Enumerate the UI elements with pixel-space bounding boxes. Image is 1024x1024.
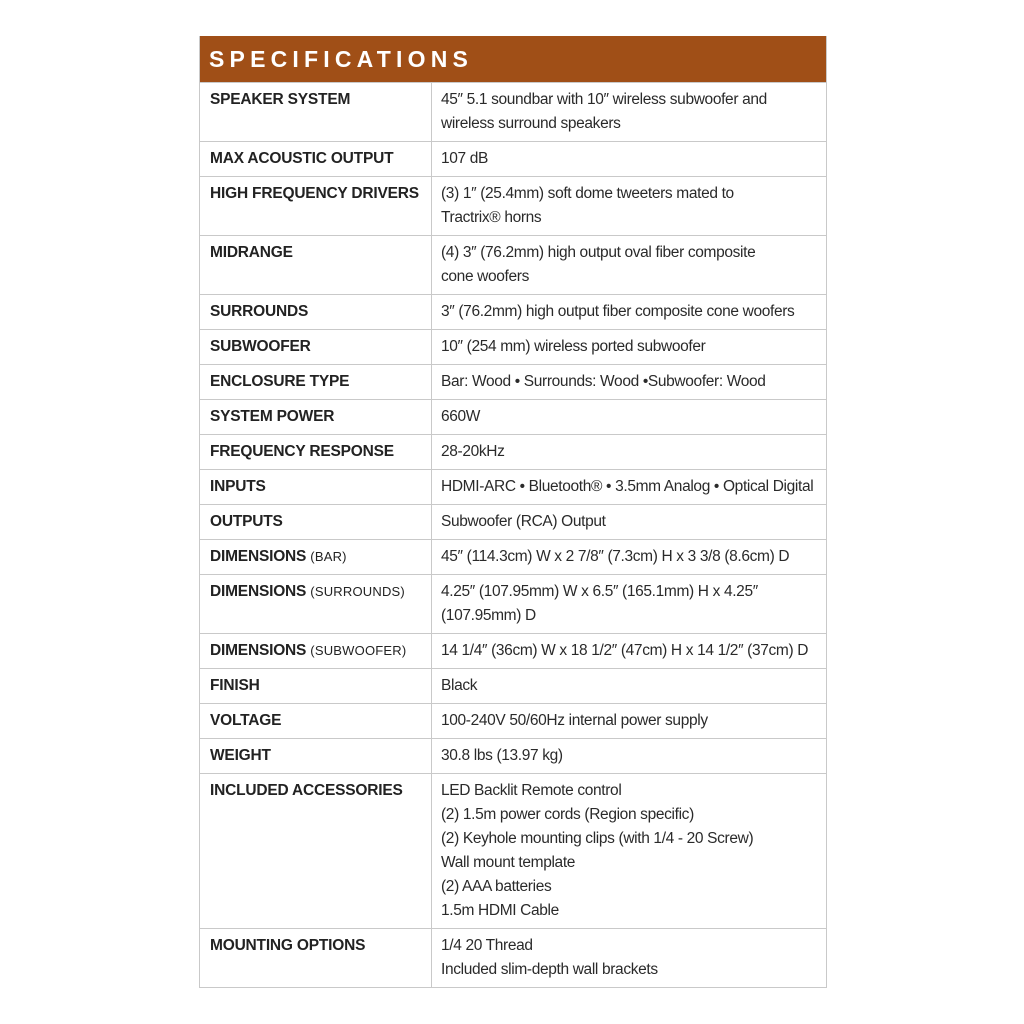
spec-row (200, 365, 826, 400)
spec-value-cell (432, 739, 827, 774)
spec-value-cell (432, 400, 827, 435)
spec-value-cell (432, 236, 827, 295)
spec-row (200, 435, 826, 470)
spec-value-line: 14 1/4″ (36cm) W x 18 1/2″ (47cm) H x 14 1/2″ (37cm) D (441, 642, 809, 659)
spec-value-line: (2) AAA batteries (441, 878, 552, 895)
spec-value-line: Bar: Wood • Surrounds: Wood •Subwoofer: Wood (441, 373, 766, 390)
spec-row (200, 142, 826, 177)
spec-label-cell (200, 669, 432, 704)
spec-label: SUBWOOFER (210, 338, 311, 355)
spec-label-cell (200, 470, 432, 505)
spec-value-cell (432, 83, 827, 142)
spec-value-line: 100-240V 50/60Hz internal power supply (441, 712, 708, 729)
spec-value-line: 45″ 5.1 soundbar with 10″ wireless subwoofer and (441, 91, 767, 108)
spec-value-line: 4.25″ (107.95mm) W x 6.5″ (165.1mm) H x 4.25″ (441, 583, 758, 600)
spec-row (200, 634, 826, 669)
spec-label: DIMENSIONS (210, 642, 307, 659)
spec-label: SPEAKER SYSTEM (210, 91, 351, 108)
spec-label-cell (200, 540, 432, 575)
spec-value-cell (432, 505, 827, 540)
spec-label: FREQUENCY RESPONSE (210, 443, 394, 460)
spec-value-line: Tractrix® horns (441, 209, 542, 226)
spec-row (200, 929, 826, 988)
spec-label-cell (200, 236, 432, 295)
spec-value-line: (3) 1″ (25.4mm) soft dome tweeters mated to (441, 185, 734, 202)
spec-label-cell (200, 83, 432, 142)
spec-label: OUTPUTS (210, 513, 283, 530)
specifications-title: SPECIFICATIONS (209, 46, 474, 72)
spec-row (200, 505, 826, 540)
spec-value-line: Black (441, 677, 478, 694)
spec-value-cell (432, 704, 827, 739)
spec-label-cell (200, 435, 432, 470)
spec-label: MOUNTING OPTIONS (210, 937, 366, 954)
spec-label-cell (200, 365, 432, 400)
spec-value-cell (432, 142, 827, 177)
spec-label-cell (200, 774, 432, 929)
spec-label: INPUTS (210, 478, 266, 495)
spec-label: SYSTEM POWER (210, 408, 335, 425)
spec-row (200, 575, 826, 634)
spec-row (200, 774, 826, 929)
spec-label-cell (200, 330, 432, 365)
spec-label: FINISH (210, 677, 260, 694)
spec-row (200, 177, 826, 236)
spec-value-cell (432, 774, 827, 929)
spec-value-cell (432, 470, 827, 505)
spec-label: INCLUDED ACCESSORIES (210, 782, 403, 799)
spec-value-line: cone woofers (441, 268, 529, 285)
spec-label-cell (200, 295, 432, 330)
spec-label-qualifier: (SURROUNDS) (310, 584, 405, 599)
spec-label-cell (200, 575, 432, 634)
specifications-header (200, 36, 826, 82)
spec-row (200, 704, 826, 739)
spec-value-line: 45″ (114.3cm) W x 2 7/8″ (7.3cm) H x 3 3/8 (8.6cm) D (441, 548, 790, 565)
spec-value-line: 10″ (254 mm) wireless ported subwoofer (441, 338, 706, 355)
spec-row (200, 470, 826, 505)
spec-row (200, 400, 826, 435)
spec-value-cell (432, 540, 827, 575)
spec-value-line: (4) 3″ (76.2mm) high output oval fiber composite (441, 244, 756, 261)
spec-value-line: Wall mount template (441, 854, 576, 871)
spec-label-cell (200, 739, 432, 774)
spec-value-cell (432, 177, 827, 236)
spec-row (200, 739, 826, 774)
spec-row (200, 669, 826, 704)
spec-value-cell (432, 669, 827, 704)
spec-value-line: 1.5m HDMI Cable (441, 902, 559, 919)
spec-value-line: 660W (441, 408, 481, 425)
spec-value-cell (432, 575, 827, 634)
spec-value-line: 3″ (76.2mm) high output fiber composite cone woofers (441, 303, 795, 320)
spec-label-cell (200, 704, 432, 739)
spec-value-line: Included slim-depth wall brackets (441, 961, 658, 978)
spec-value-cell (432, 634, 827, 669)
spec-value-line: 1/4 20 Thread (441, 937, 533, 954)
spec-label: ENCLOSURE TYPE (210, 373, 350, 390)
spec-row (200, 540, 826, 575)
spec-label-cell (200, 142, 432, 177)
spec-label: MIDRANGE (210, 244, 293, 261)
spec-label: WEIGHT (210, 747, 271, 764)
spec-label-cell (200, 505, 432, 540)
spec-label-cell (200, 400, 432, 435)
spec-label-cell (200, 929, 432, 988)
spec-label: VOLTAGE (210, 712, 282, 729)
spec-label-cell (200, 634, 432, 669)
spec-row (200, 330, 826, 365)
spec-value-cell (432, 435, 827, 470)
spec-value-cell (432, 330, 827, 365)
spec-label-qualifier: (SUBWOOFER) (310, 643, 407, 658)
spec-value-line: wireless surround speakers (441, 115, 621, 132)
spec-value-line: Subwoofer (RCA) Output (441, 513, 606, 530)
spec-rows (200, 83, 826, 988)
spec-value-line: (107.95mm) D (441, 607, 536, 624)
spec-row (200, 83, 826, 142)
spec-label: DIMENSIONS (210, 583, 307, 600)
spec-value-cell (432, 365, 827, 400)
spec-value-line: LED Backlit Remote control (441, 782, 622, 799)
spec-value-cell (432, 295, 827, 330)
spec-value-line: 28-20kHz (441, 443, 505, 460)
spec-value-line: 30.8 lbs (13.97 kg) (441, 747, 563, 764)
spec-label: DIMENSIONS (210, 548, 307, 565)
spec-label-qualifier: (BAR) (310, 549, 347, 564)
spec-label-cell (200, 177, 432, 236)
spec-label: MAX ACOUSTIC OUTPUT (210, 150, 394, 167)
spec-label: HIGH FREQUENCY DRIVERS (210, 185, 419, 202)
spec-label: SURROUNDS (210, 303, 309, 320)
spec-row (200, 236, 826, 295)
spec-value-line: (2) Keyhole mounting clips (with 1/4 - 20 Screw) (441, 830, 754, 847)
spec-row (200, 295, 826, 330)
spec-value-line: 107 dB (441, 150, 489, 167)
spec-value-line: HDMI-ARC • Bluetooth® • 3.5mm Analog • Optical Digital (441, 478, 814, 495)
specifications-table (199, 36, 827, 988)
spec-value-cell (432, 929, 827, 988)
spec-value-line: (2) 1.5m power cords (Region specific) (441, 806, 694, 823)
